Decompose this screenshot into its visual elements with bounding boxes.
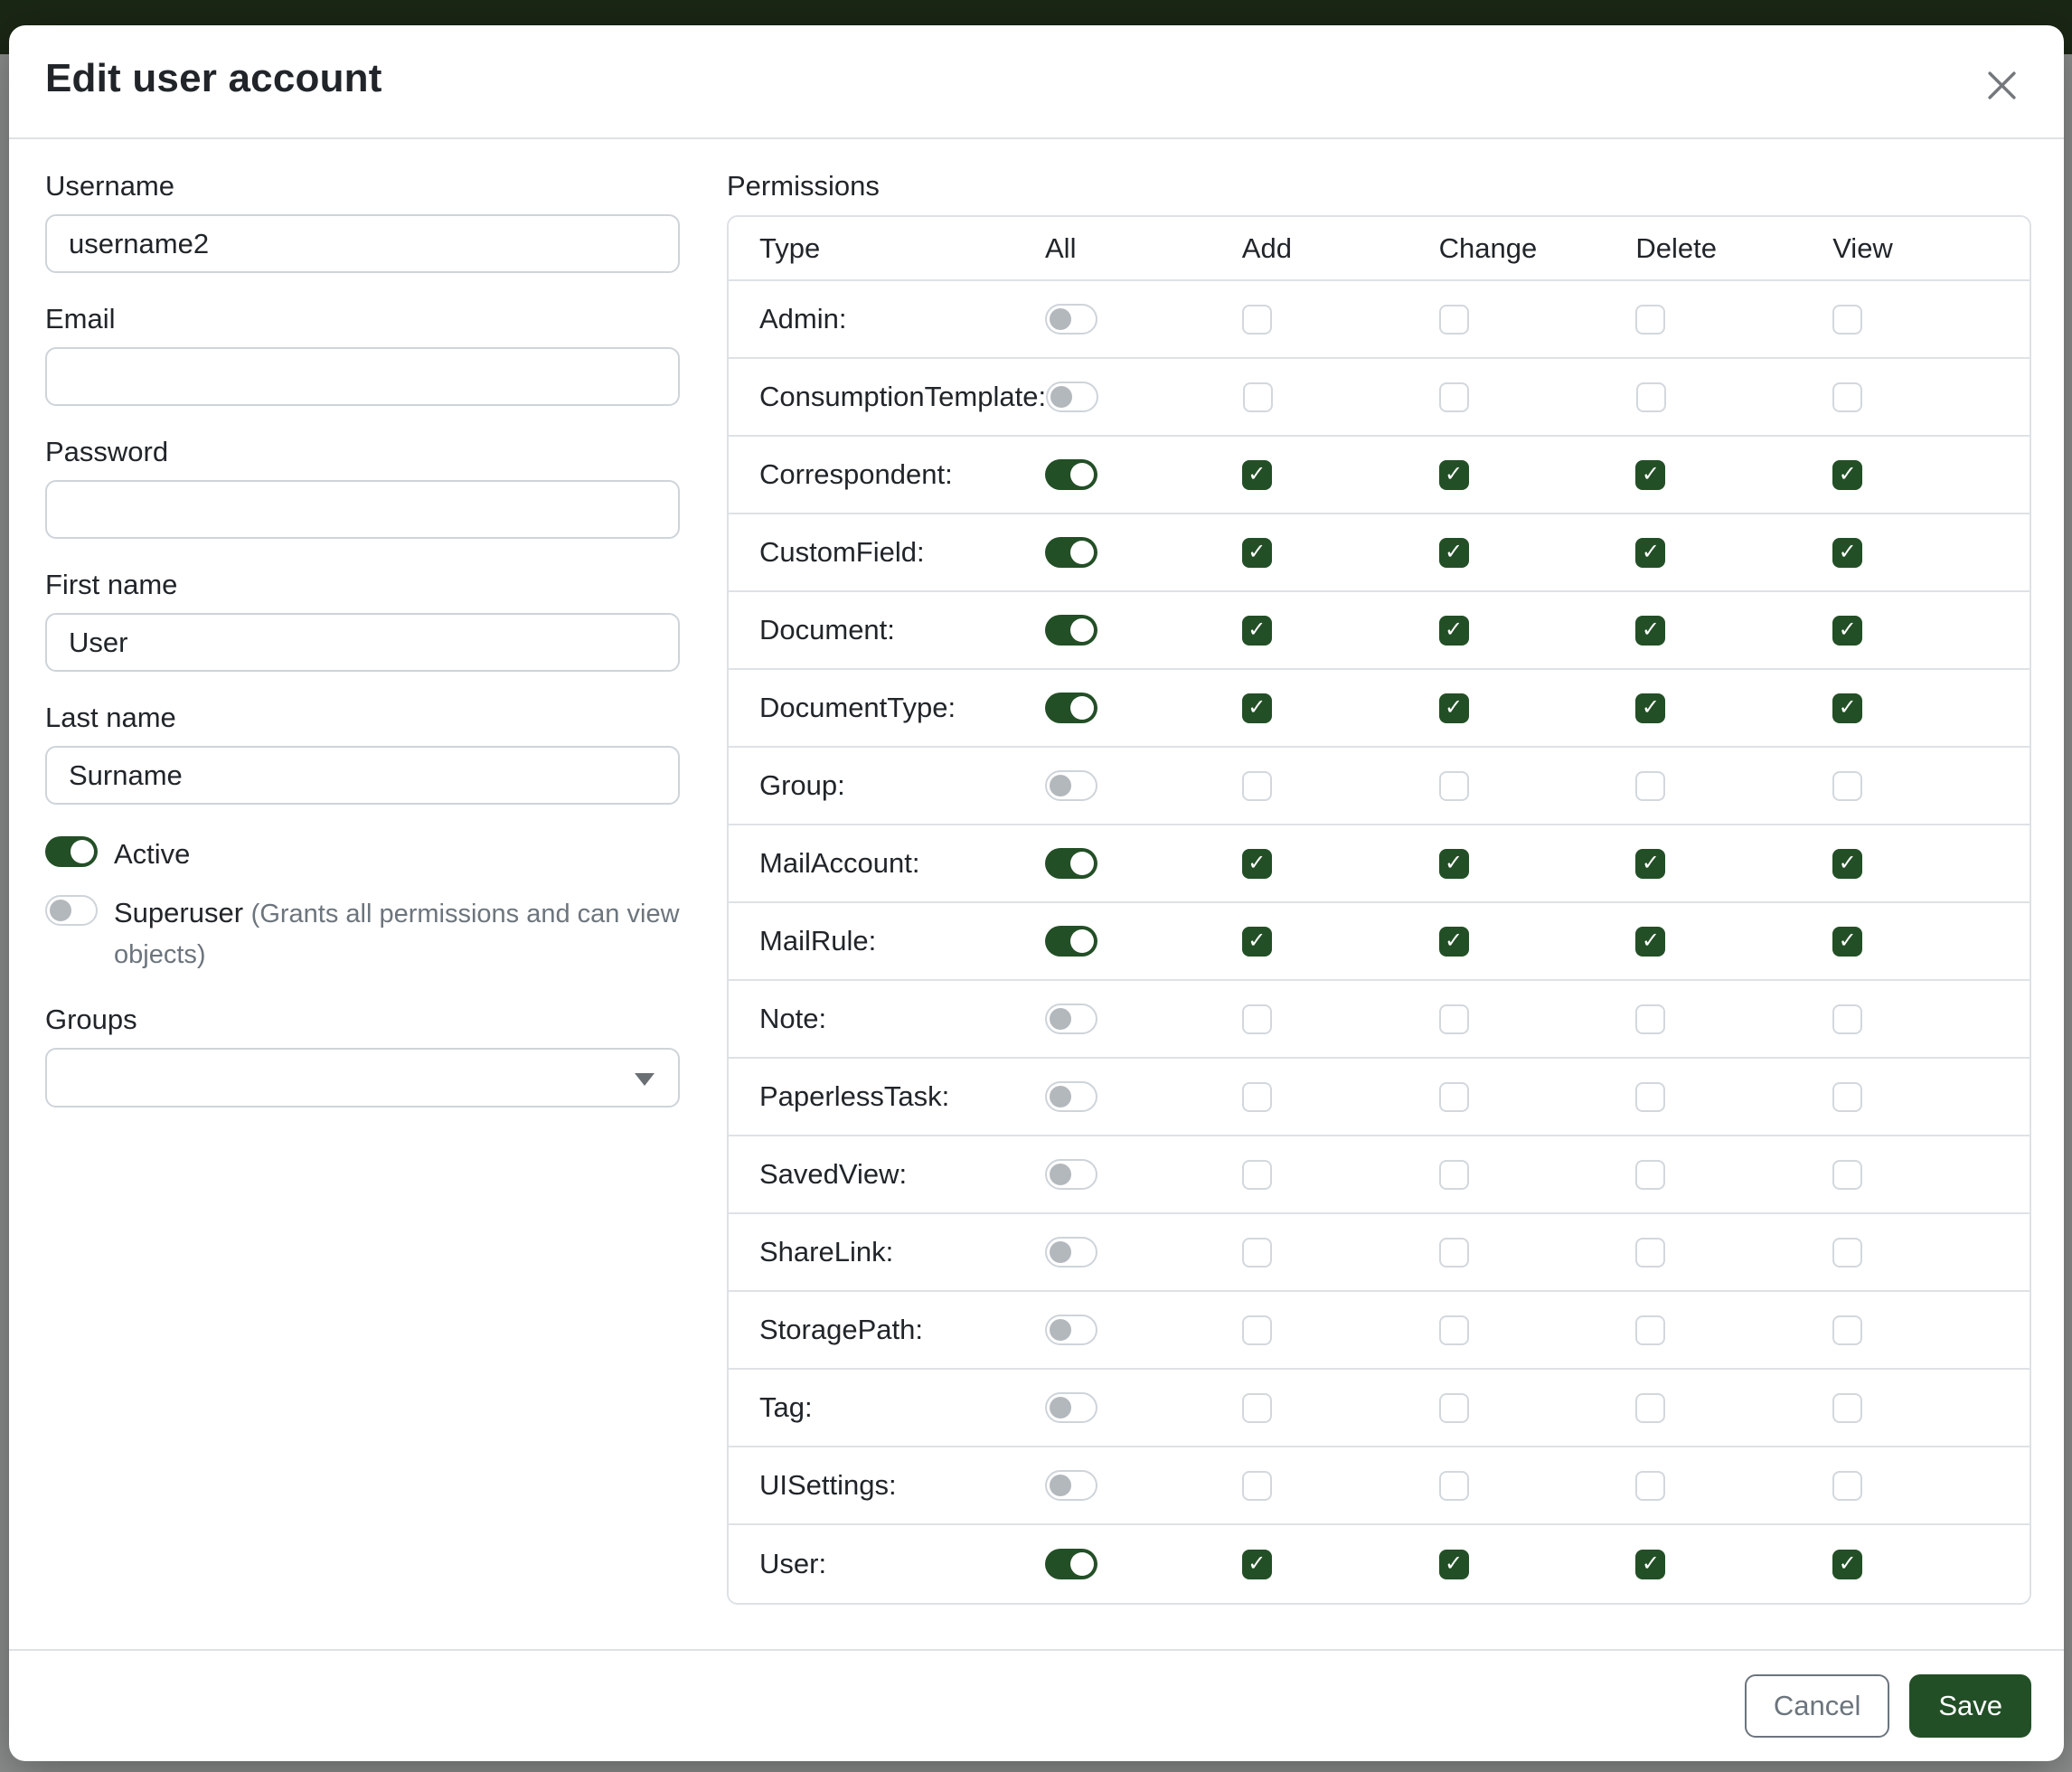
- permission-view-checkbox[interactable]: [1832, 1160, 1862, 1190]
- permission-view-checkbox[interactable]: [1832, 1004, 1862, 1034]
- permission-add-checkbox[interactable]: ✓: [1242, 849, 1272, 879]
- permission-add-checkbox[interactable]: [1242, 1238, 1272, 1268]
- permission-all-toggle[interactable]: [1045, 1081, 1097, 1112]
- permission-delete-checkbox[interactable]: ✓: [1635, 460, 1665, 490]
- superuser-toggle[interactable]: [45, 895, 98, 926]
- modal-title: Edit user account: [45, 56, 382, 100]
- permission-view-checkbox[interactable]: ✓: [1832, 927, 1862, 957]
- permission-type-label: Note:: [759, 1003, 827, 1034]
- modal-body: [9, 139, 2064, 1649]
- permission-add-checkbox[interactable]: [1242, 1393, 1272, 1423]
- permission-type-label: Correspondent:: [759, 458, 953, 490]
- permission-view-checkbox[interactable]: ✓: [1832, 616, 1862, 646]
- modal-footer: [9, 1649, 2064, 1761]
- superuser-row: [45, 893, 680, 975]
- chevron-down-icon: [635, 1073, 655, 1086]
- permission-type-label: Admin:: [759, 303, 847, 335]
- permission-change-checkbox[interactable]: [1439, 1082, 1469, 1112]
- permission-row: [729, 825, 2030, 903]
- permission-all-toggle[interactable]: [1045, 459, 1097, 490]
- permission-view-checkbox[interactable]: [1832, 1082, 1862, 1112]
- permission-all-toggle[interactable]: [1045, 1392, 1097, 1423]
- permission-row: [729, 592, 2030, 670]
- permission-add-checkbox[interactable]: [1242, 1471, 1272, 1501]
- groups-label: Groups: [45, 1003, 137, 1035]
- email-label: Email: [45, 303, 116, 335]
- groups-select[interactable]: [45, 1048, 680, 1108]
- edit-user-modal: [9, 25, 2064, 1761]
- active-row: [45, 834, 680, 875]
- column-header-view: View: [1832, 231, 1893, 264]
- permission-all-toggle[interactable]: [1045, 770, 1097, 801]
- permission-all-toggle[interactable]: [1045, 615, 1097, 646]
- permission-view-checkbox[interactable]: ✓: [1832, 460, 1862, 490]
- permission-view-checkbox[interactable]: [1832, 771, 1862, 801]
- password-group: [45, 436, 680, 539]
- permission-type-label: SavedView:: [759, 1158, 908, 1190]
- permission-all-toggle[interactable]: [1045, 1315, 1097, 1345]
- permission-type-label: PaperlessTask:: [759, 1080, 950, 1112]
- column-header-all: All: [1045, 231, 1077, 264]
- permission-type-label: User:: [759, 1548, 827, 1579]
- superuser-label: [114, 893, 680, 975]
- last-name-label: Last name: [45, 702, 176, 733]
- permission-add-checkbox[interactable]: [1242, 771, 1272, 801]
- column-header-delete: Delete: [1635, 231, 1717, 264]
- permission-delete-checkbox[interactable]: ✓: [1635, 616, 1665, 646]
- permission-row: [729, 1136, 2030, 1214]
- permission-delete-checkbox[interactable]: ✓: [1635, 538, 1665, 568]
- permission-change-checkbox[interactable]: ✓: [1439, 1550, 1469, 1579]
- permission-type-label: DocumentType:: [759, 692, 956, 723]
- permission-view-checkbox[interactable]: [1832, 305, 1862, 335]
- permission-change-checkbox[interactable]: [1439, 771, 1469, 801]
- permission-add-checkbox[interactable]: [1242, 1082, 1272, 1112]
- superuser-hint: (Grants all permissions and can view objects): [114, 899, 680, 969]
- permission-add-checkbox[interactable]: [1243, 382, 1273, 412]
- permission-row: [729, 1525, 2030, 1603]
- password-label: Password: [45, 436, 169, 467]
- permission-row: [729, 514, 2030, 592]
- last-name-group: [45, 702, 680, 805]
- modal-header: [9, 25, 2064, 139]
- permission-delete-checkbox[interactable]: [1635, 1082, 1665, 1112]
- permission-delete-checkbox[interactable]: [1635, 1238, 1665, 1268]
- superuser-label-text: Superuser: [114, 896, 244, 928]
- permission-delete-checkbox[interactable]: [1635, 771, 1665, 801]
- permission-delete-checkbox[interactable]: ✓: [1635, 927, 1665, 957]
- permission-row: [729, 1292, 2030, 1370]
- permission-view-checkbox[interactable]: ✓: [1832, 1550, 1862, 1579]
- permission-view-checkbox[interactable]: [1832, 1471, 1862, 1501]
- close-icon: [1985, 69, 2019, 102]
- permission-all-toggle[interactable]: [1045, 926, 1097, 957]
- permission-row: [729, 1370, 2030, 1447]
- cancel-button[interactable]: Cancel: [1745, 1674, 1890, 1738]
- permission-change-checkbox[interactable]: ✓: [1439, 538, 1469, 568]
- password-field[interactable]: [45, 480, 680, 539]
- permission-change-checkbox[interactable]: ✓: [1439, 616, 1469, 646]
- permission-all-toggle[interactable]: [1045, 1237, 1097, 1268]
- permission-delete-checkbox[interactable]: [1635, 1160, 1665, 1190]
- user-form: [45, 170, 680, 1649]
- permission-type-label: Tag:: [759, 1391, 813, 1423]
- username-input[interactable]: [45, 214, 680, 273]
- permission-delete-checkbox[interactable]: [1636, 382, 1666, 412]
- permission-row: [729, 437, 2030, 514]
- permission-view-checkbox[interactable]: ✓: [1832, 693, 1862, 723]
- permission-delete-checkbox[interactable]: ✓: [1635, 849, 1665, 879]
- permission-change-checkbox[interactable]: [1439, 305, 1469, 335]
- permission-add-checkbox[interactable]: [1242, 305, 1272, 335]
- permission-delete-checkbox[interactable]: ✓: [1635, 1550, 1665, 1579]
- permission-add-checkbox[interactable]: [1242, 1160, 1272, 1190]
- permission-type-label: StoragePath:: [759, 1314, 923, 1345]
- permission-type-label: UISettings:: [759, 1469, 897, 1501]
- permission-all-toggle[interactable]: [1045, 304, 1097, 335]
- permission-row: [729, 670, 2030, 748]
- permission-view-checkbox[interactable]: ✓: [1832, 538, 1862, 568]
- permission-type-label: CustomField:: [759, 536, 925, 568]
- email-group: [45, 303, 680, 406]
- permission-change-checkbox[interactable]: ✓: [1439, 927, 1469, 957]
- permissions-rows: [729, 281, 2030, 1603]
- permission-change-checkbox[interactable]: ✓: [1439, 693, 1469, 723]
- save-button[interactable]: Save: [1909, 1674, 2031, 1738]
- first-name-label: First name: [45, 569, 178, 600]
- permission-view-checkbox[interactable]: [1832, 1393, 1862, 1423]
- permission-all-toggle[interactable]: [1045, 1159, 1097, 1190]
- last-name-field[interactable]: [45, 746, 680, 805]
- permission-all-toggle[interactable]: [1045, 1549, 1097, 1579]
- permission-change-checkbox[interactable]: [1439, 1160, 1469, 1190]
- permission-all-toggle[interactable]: [1045, 537, 1097, 568]
- permission-row: [729, 1059, 2030, 1136]
- permission-add-checkbox[interactable]: ✓: [1242, 616, 1272, 646]
- permission-delete-checkbox[interactable]: [1635, 1393, 1665, 1423]
- permission-add-checkbox[interactable]: ✓: [1242, 1550, 1272, 1579]
- permission-type-label: ConsumptionTemplate:: [759, 381, 1047, 412]
- permission-add-checkbox[interactable]: ✓: [1242, 927, 1272, 957]
- permission-all-toggle[interactable]: [1045, 693, 1097, 723]
- username-group: [45, 170, 680, 273]
- permission-add-checkbox[interactable]: [1242, 1004, 1272, 1034]
- permission-delete-checkbox[interactable]: [1635, 1004, 1665, 1034]
- permission-change-checkbox[interactable]: [1439, 1315, 1469, 1345]
- permission-all-toggle[interactable]: [1045, 1470, 1097, 1501]
- permissions-header-row: [729, 217, 2030, 281]
- email-field[interactable]: [45, 347, 680, 406]
- permission-row: [729, 359, 2030, 437]
- permissions-table: [727, 215, 2031, 1605]
- permission-change-checkbox[interactable]: [1439, 1393, 1469, 1423]
- permission-change-checkbox[interactable]: ✓: [1439, 460, 1469, 490]
- permission-change-checkbox[interactable]: ✓: [1439, 849, 1469, 879]
- permission-change-checkbox[interactable]: [1439, 1004, 1469, 1034]
- permission-view-checkbox[interactable]: [1832, 1315, 1862, 1345]
- permission-row: [729, 903, 2030, 981]
- permissions-section: [727, 170, 2031, 1649]
- permission-delete-checkbox[interactable]: [1635, 1471, 1665, 1501]
- permission-all-toggle[interactable]: [1045, 848, 1097, 879]
- column-header-type: Type: [759, 231, 821, 264]
- permission-delete-checkbox[interactable]: [1635, 1315, 1665, 1345]
- permission-view-checkbox[interactable]: [1832, 382, 1862, 412]
- permission-change-checkbox[interactable]: [1439, 1238, 1469, 1268]
- permission-row: [729, 281, 2030, 359]
- permission-add-checkbox[interactable]: [1242, 1315, 1272, 1345]
- first-name-field[interactable]: [45, 613, 680, 672]
- close-button[interactable]: [1976, 60, 2028, 114]
- permission-add-checkbox[interactable]: ✓: [1242, 538, 1272, 568]
- active-label: Active: [114, 838, 191, 870]
- permission-type-label: Group:: [759, 769, 845, 801]
- groups-group: [45, 1004, 680, 1108]
- active-toggle[interactable]: [45, 836, 98, 867]
- first-name-group: [45, 569, 680, 672]
- permission-row: [729, 981, 2030, 1059]
- permissions-label: Permissions: [727, 170, 880, 202]
- permission-all-toggle[interactable]: [1046, 382, 1098, 412]
- permission-type-label: MailRule:: [759, 925, 877, 957]
- permission-view-checkbox[interactable]: ✓: [1832, 849, 1862, 879]
- permission-change-checkbox[interactable]: [1439, 1471, 1469, 1501]
- permission-change-checkbox[interactable]: [1439, 382, 1469, 412]
- permission-add-checkbox[interactable]: ✓: [1242, 693, 1272, 723]
- permission-row: [729, 1447, 2030, 1525]
- permission-type-label: Document:: [759, 614, 895, 646]
- permission-view-checkbox[interactable]: [1832, 1238, 1862, 1268]
- permission-row: [729, 1214, 2030, 1292]
- permission-row: [729, 748, 2030, 825]
- permission-all-toggle[interactable]: [1045, 1004, 1097, 1034]
- permission-type-label: MailAccount:: [759, 847, 920, 879]
- permission-type-label: ShareLink:: [759, 1236, 894, 1268]
- username-label: Username: [45, 170, 174, 202]
- column-header-change: Change: [1438, 231, 1538, 264]
- permission-delete-checkbox[interactable]: ✓: [1635, 693, 1665, 723]
- permission-delete-checkbox[interactable]: [1635, 305, 1665, 335]
- column-header-add: Add: [1241, 231, 1292, 264]
- permission-add-checkbox[interactable]: ✓: [1242, 460, 1272, 490]
